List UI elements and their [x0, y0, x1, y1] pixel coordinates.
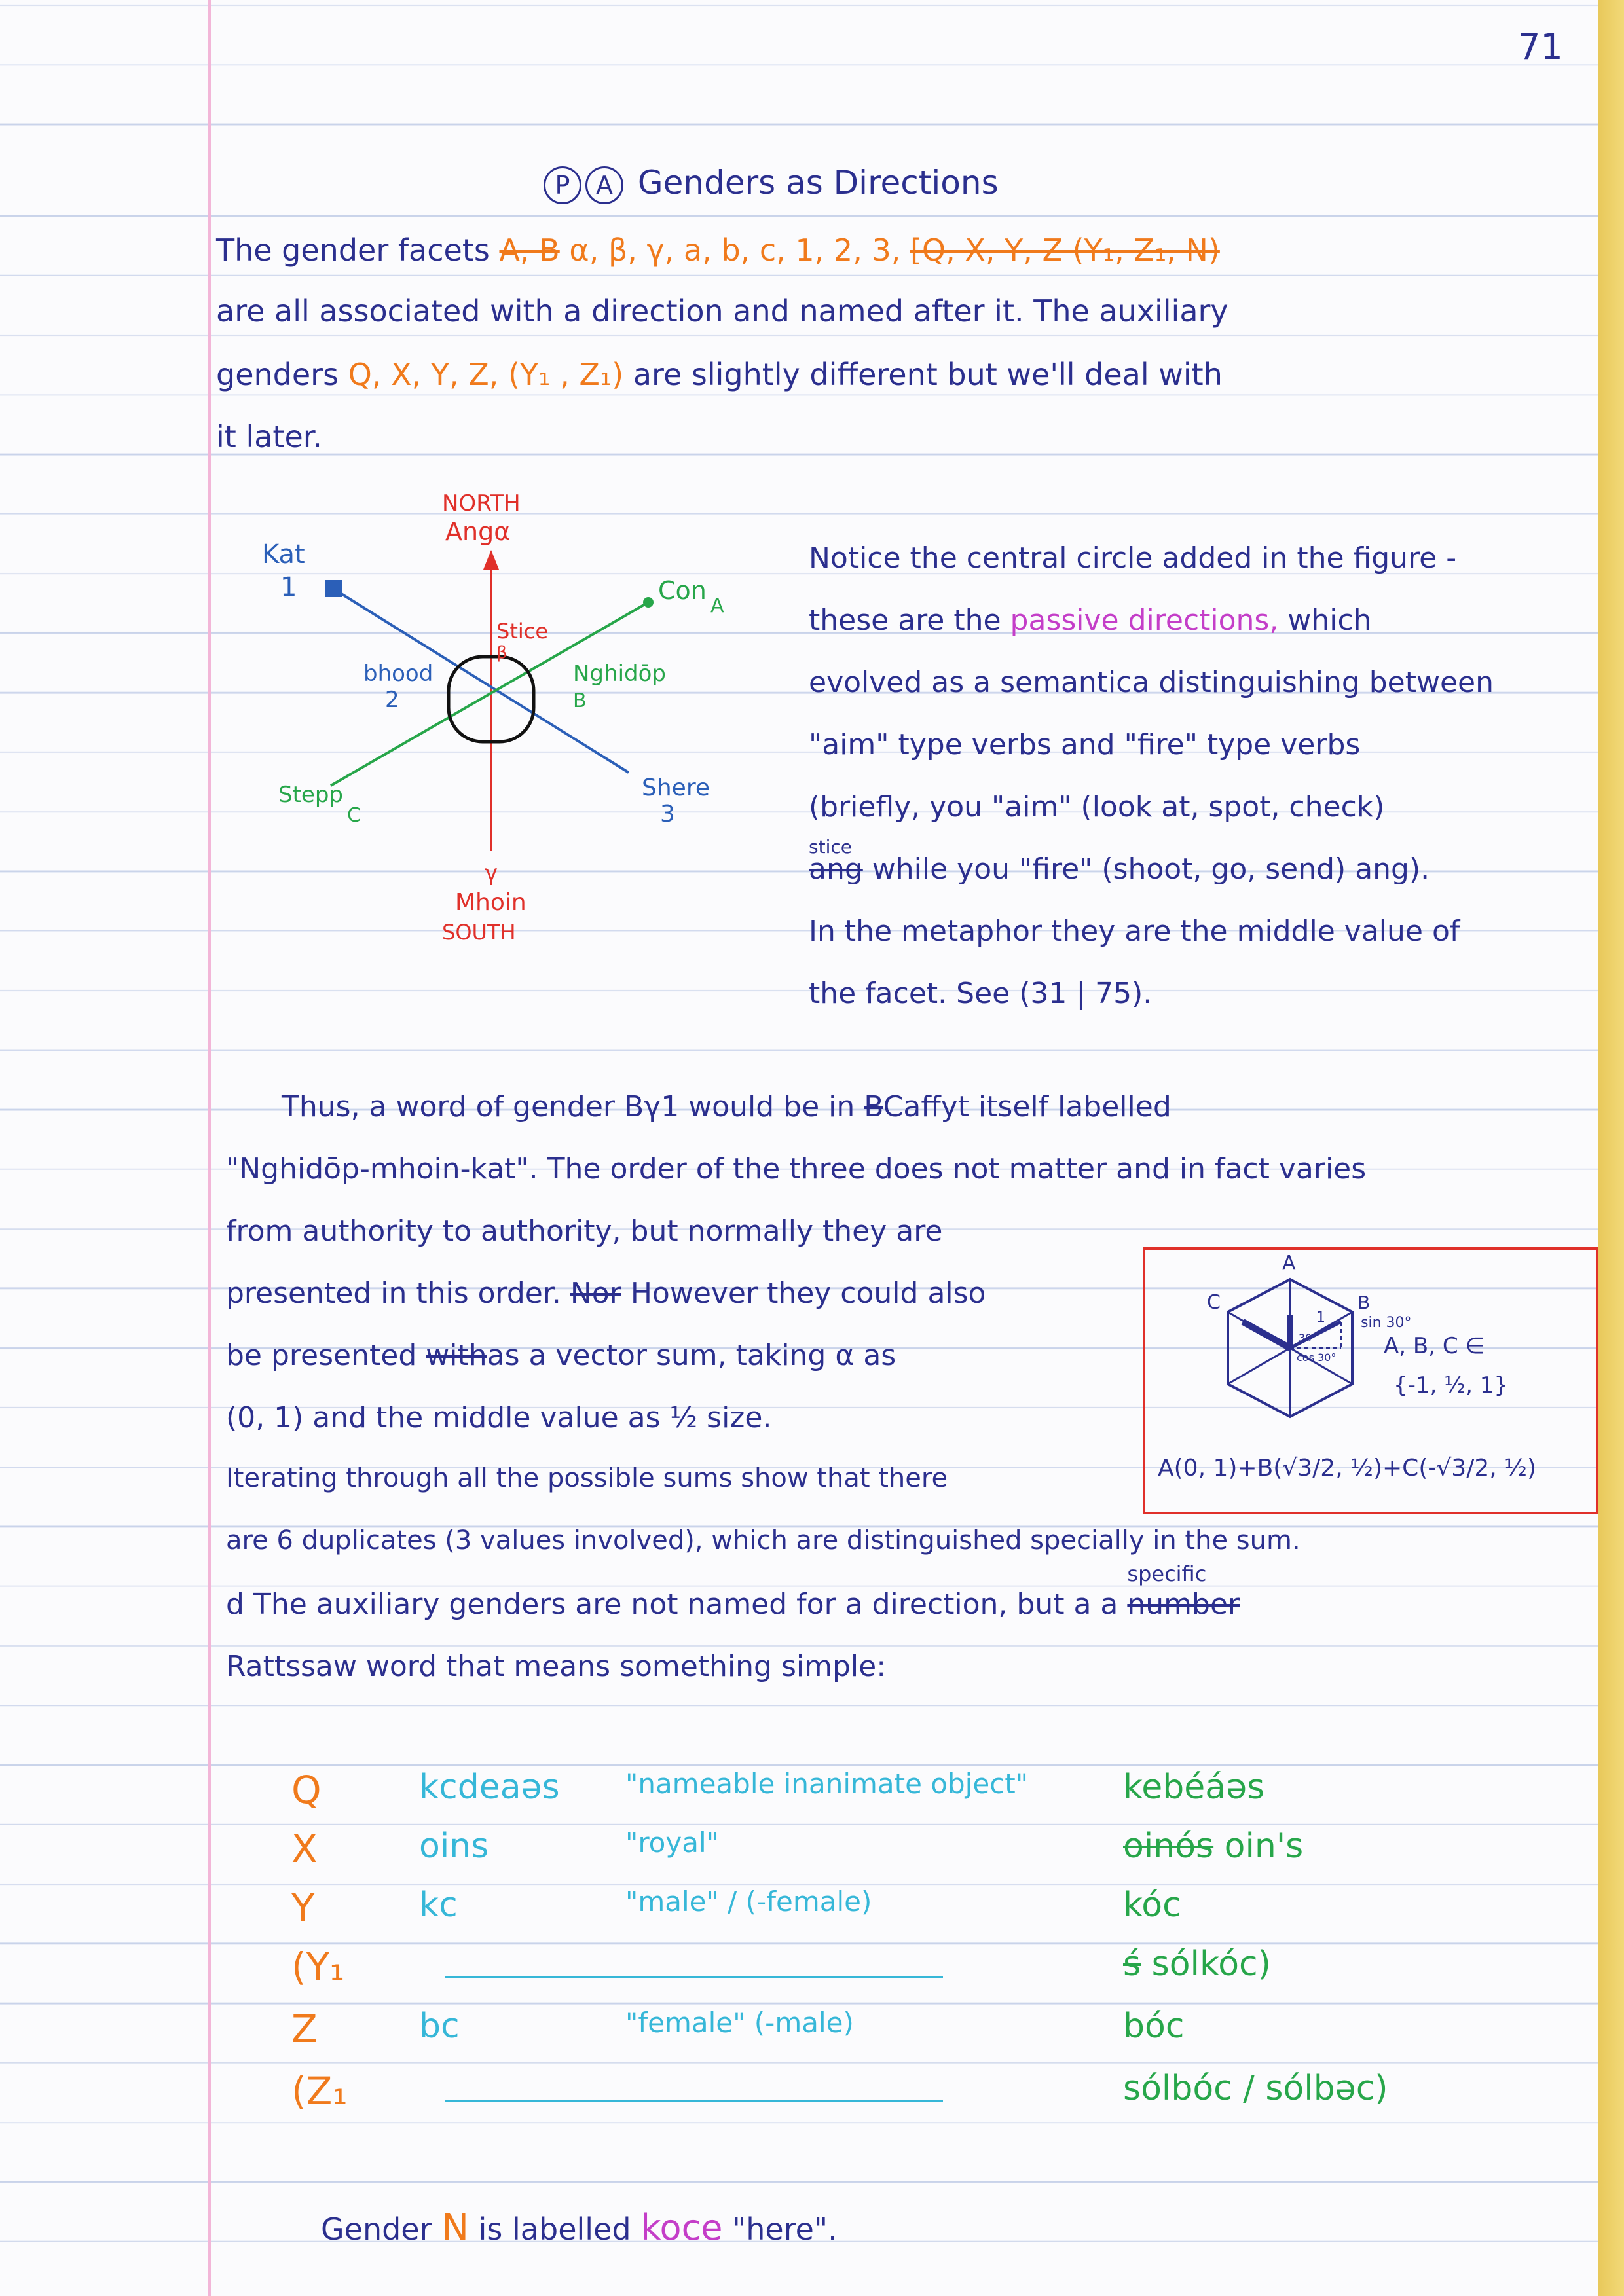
hex-label-a: A [1282, 1252, 1296, 1275]
bhood-label: bhood [363, 661, 434, 687]
notice-text: these are the [809, 604, 1001, 637]
con-label: Con [658, 576, 707, 605]
notice-text: which [1287, 604, 1372, 637]
word-gloss: "male" / (-female) [625, 1886, 872, 1918]
body-line-5 [226, 1339, 896, 1372]
nghidop-sub: B [573, 689, 587, 712]
body-text: be presented [226, 1339, 417, 1372]
body-text: Thus, a word of gender Bγ1 would be in [282, 1090, 855, 1123]
gender-letter: (Z₁ [291, 2069, 348, 2113]
aux-gender-list: Q, X, Y, Z, (Y₁ , Z₁) [348, 357, 624, 392]
body-line-8: are 6 duplicates (3 values involved), which are distinguished specially in the sum. [226, 1525, 1301, 1556]
south-greek: γ [485, 860, 498, 886]
hex-label-30b: cos 30° [1297, 1351, 1337, 1364]
gender-letter: X [291, 1827, 318, 1871]
hex-label-30a: 30° [1299, 1332, 1318, 1344]
north-word: Angα [445, 517, 511, 546]
set-line-2: {-1, ½, 1} [1393, 1372, 1508, 1398]
body-line-10: Rattssaw word that means something simple: [226, 1650, 887, 1683]
gender-name-text: bóc [1123, 2007, 1185, 2046]
circled-a: A [585, 166, 623, 204]
body-line-9 [226, 1561, 1240, 1621]
word-gloss: "nameable inanimate object" [625, 1768, 1029, 1800]
rattssaw-word: bc [419, 2007, 460, 2046]
notice-text: while you "fire" (shoot, go, send) ang). [872, 852, 1430, 886]
intro-text: The gender facets [216, 232, 490, 268]
notice-line-3: evolved as a semantica distinguishing between [809, 666, 1494, 699]
north-label: NORTH [442, 490, 521, 517]
kat-number: 1 [280, 572, 297, 602]
vector-formula: A(0, 1)+B(√3/2, ½)+C(-√3/2, ½) [1158, 1455, 1537, 1482]
struck-text: A, B [499, 232, 560, 268]
body-line-4 [226, 1277, 986, 1310]
table-row [0, 1944, 1598, 2003]
intro-text: genders [216, 357, 339, 392]
notice-line-1: Notice the central circle added in the figure - [809, 541, 1457, 575]
table-row [0, 2069, 1598, 2128]
notice-line-5: (briefly, you "aim" (look at, spot, check) [809, 790, 1385, 824]
body-line-6: (0, 1) and the middle value as ½ size. [226, 1401, 772, 1434]
stice-label: Stice [496, 619, 549, 644]
con-stepp-axis [331, 602, 648, 786]
footer-line [321, 2206, 838, 2249]
direction-figure [223, 471, 799, 969]
body-text: However they could also [630, 1277, 986, 1310]
notice-line-6 [809, 838, 1430, 901]
footer-text: "here". [732, 2212, 838, 2247]
hex-label-sin: sin 30° [1361, 1315, 1412, 1331]
inserted-word: stice [809, 836, 852, 858]
kat-label: Kat [262, 539, 305, 570]
struck-text: ang [809, 852, 863, 886]
rattssaw-word: oins [419, 1827, 489, 1866]
notice-line-8: the facet. See (31 | 75). [809, 977, 1153, 1010]
table-row [0, 2007, 1598, 2066]
body-text: as a vector sum, taking α as [487, 1339, 896, 1372]
page-title [544, 164, 999, 204]
intro-line-3 [216, 357, 1223, 392]
south-word: Mhoin [455, 889, 526, 916]
struck-text: oinós [1123, 1827, 1214, 1866]
struck-text: [Q, X, Y, Z (Y₁, Z₁, N) [910, 232, 1220, 268]
hex-label-one: 1 [1316, 1309, 1325, 1326]
gender-name [1123, 2069, 1388, 2108]
body-line-7: Iterating through all the possible sums show that there [226, 1463, 948, 1493]
con-dot [643, 597, 654, 608]
gender-letter: Y [291, 1886, 315, 1930]
struck-text: with [426, 1339, 487, 1372]
page-edge [1598, 0, 1624, 2296]
stepp-sub: C [347, 804, 361, 827]
gender-name-text: kóc [1123, 1886, 1181, 1925]
struck-text: Nor [570, 1277, 621, 1310]
facet-list: α, β, γ, a, b, c, 1, 2, 3, [569, 232, 901, 268]
gender-letter: (Y₁ [291, 1944, 345, 1989]
con-sub: A [710, 594, 724, 617]
page-number: 71 [1518, 26, 1563, 67]
word-gloss: "royal" [625, 1827, 719, 1859]
gender-name-text: sólkóc) [1151, 1944, 1271, 1984]
circled-p: P [544, 166, 581, 204]
vector-c [1243, 1322, 1290, 1348]
gender-name [1123, 1944, 1271, 1984]
passive-directions-term: passive directions, [1010, 604, 1279, 637]
notice-line-2 [809, 589, 1372, 652]
hexagon-diagram [1145, 1250, 1596, 1512]
blank-line [445, 1976, 943, 1978]
body-text: The auxiliary genders are not named for a direction, but [253, 1588, 1065, 1621]
shere-number: 3 [660, 801, 675, 828]
gender-name [1123, 2007, 1184, 2046]
rattssaw-word: kc [419, 1886, 458, 1925]
gender-letter: Q [291, 1768, 322, 1812]
gender-name-text: sólbóc / sólbəc) [1123, 2069, 1388, 2108]
vector-sum-box [1143, 1247, 1598, 1514]
footer-text: is labelled [478, 2212, 631, 2247]
hex-label-b: B [1357, 1292, 1371, 1313]
gender-name-text: oin's [1224, 1827, 1304, 1866]
intro-text: are slightly different but we'll deal with [633, 357, 1223, 392]
intro-line-4: it later. [216, 419, 323, 454]
gender-name [1123, 1827, 1303, 1866]
footer-text: Gender [321, 2212, 432, 2247]
kat-square [325, 580, 342, 597]
blank-line [445, 2100, 943, 2102]
body-line-2: "Nghidōp-mhoin-kat". The order of the three does not matter and in fact varies [226, 1152, 1367, 1186]
gender-name-text: kebéáəs [1123, 1768, 1265, 1807]
stepp-label: Stepp [278, 782, 343, 808]
struck-text: B [864, 1090, 883, 1123]
body-text: presented in this order. [226, 1277, 561, 1310]
word-gloss: "female" (-male) [625, 2007, 854, 2039]
title-text: Genders as Directions [637, 164, 999, 202]
gender-word: koce [640, 2207, 723, 2248]
inserted-word: specific [1127, 1561, 1207, 1586]
notice-line-4: "aim" type verbs and "fire" type verbs [809, 728, 1361, 761]
gender-letter: N [441, 2206, 470, 2249]
body-line-3: from authority to authority, but normally they are [226, 1214, 943, 1248]
notice-line-7: In the metaphor they are the middle value of [809, 915, 1460, 948]
south-label: SOUTH [442, 920, 516, 945]
stice-greek: β [496, 643, 507, 663]
north-arrowhead [483, 550, 499, 570]
struck-text: number [1127, 1588, 1240, 1621]
body-line-1 [282, 1090, 1172, 1123]
intro-line-1 [216, 232, 1220, 268]
intro-line-2: are all associated with a direction and named after it. The auxiliary [216, 293, 1228, 329]
table-row [0, 1886, 1598, 1944]
bhood-number: 2 [385, 687, 399, 713]
gender-name [1123, 1886, 1181, 1925]
gender-name [1123, 1768, 1264, 1807]
table-row [0, 1768, 1598, 1827]
struck-text: ś [1123, 1944, 1141, 1984]
table-row [0, 1827, 1598, 1886]
shere-label: Shere [642, 774, 710, 801]
rattssaw-word: kcdeaəs [419, 1768, 560, 1807]
hex-label-c: C [1207, 1291, 1221, 1314]
nghidop-label: Nghidōp [573, 661, 666, 687]
body-text: Caffyt itself labelled [883, 1090, 1172, 1123]
body-text: a a [1073, 1588, 1118, 1621]
body-text: d [226, 1588, 244, 1621]
set-line-1: A, B, C ∈ [1384, 1333, 1485, 1359]
gender-letter: Z [291, 2007, 318, 2051]
